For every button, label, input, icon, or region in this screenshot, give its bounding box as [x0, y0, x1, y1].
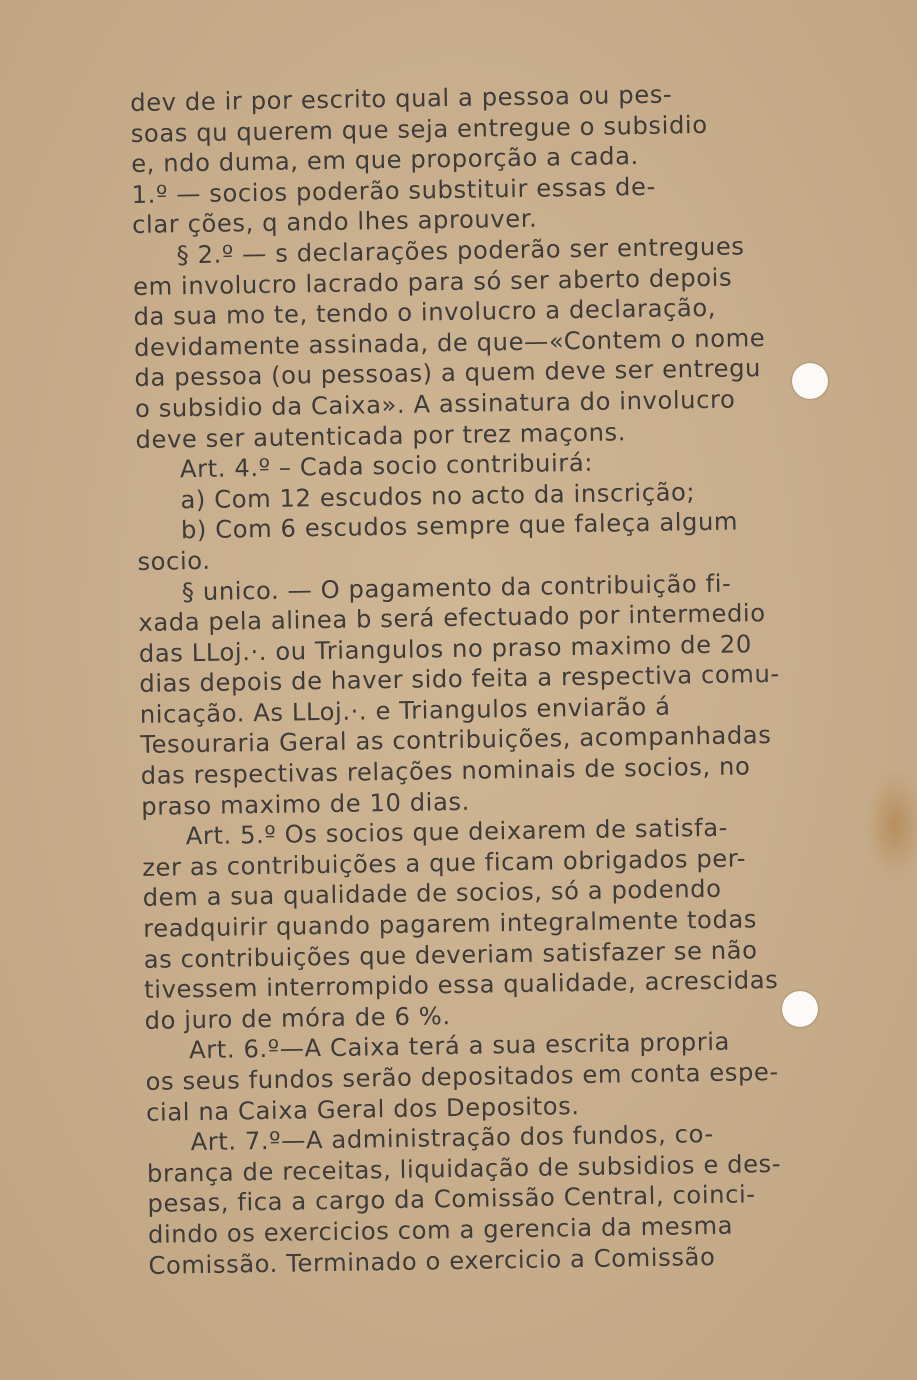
- text-line: soas qu querem que seja entregue o subsidio: [130, 110, 708, 148]
- text-line: cial na Caixa Geral dos Depositos.: [145, 1091, 580, 1127]
- text-line: Art. 4.º – Cada socio contribuirá:: [179, 448, 594, 484]
- document-text: [130, 78, 809, 1281]
- text-line: das respectivas relações nominais de socios, no: [140, 752, 751, 790]
- text-line: dem a sua qualidade de socios, só a podendo: [142, 875, 722, 913]
- text-line: dindo os exercicios com a gerencia da mesma: [147, 1211, 734, 1249]
- text-line: as contribuições que deveriam satisfazer se não: [143, 935, 758, 974]
- text-line: Comissão. Terminado o exercicio a Comissão: [148, 1242, 716, 1280]
- text-line: § unico. — O pagamento da contribuição fi-: [181, 569, 732, 606]
- text-line: Art. 5.º Os socios que deixarem de satisfa-: [185, 813, 729, 851]
- text-line: tivessem interrompido essa qualidade, acrescidas: [143, 966, 779, 1005]
- text-line: clar ções, q ando lhes aprouver.: [131, 204, 538, 240]
- text-line: socio.: [137, 546, 211, 576]
- text-line: 1.º — socios poderão substituir essas de-: [131, 172, 657, 209]
- text-line: dev de ir por escrito qual a pessoa ou pes-: [130, 80, 673, 117]
- text-line: readquirir quando pagarem integralmente todas: [142, 905, 758, 943]
- text-line: praso maximo de 10 dias.: [141, 787, 471, 821]
- text-line: em involucro lacrado para só ser aberto depois: [132, 263, 733, 301]
- text-line: Tesouraria Geral as contribuições, acompanhadas: [140, 721, 772, 760]
- text-line: xada pela alinea b será efectuado por intermedio: [138, 599, 766, 638]
- paper-stain: [865, 770, 917, 880]
- text-line: deve ser autenticada por trez maçons.: [135, 417, 627, 454]
- text-line: e, ndo duma, em que proporção a cada.: [130, 142, 640, 179]
- text-line: § 2.º — s declarações poderão ser entregues: [176, 232, 745, 270]
- text-line: das LLoj.·. ou Triangulos no praso maximo de 20: [138, 629, 753, 668]
- text-line: Art. 6.º—A Caixa terá a sua escrita propria: [188, 1028, 731, 1065]
- punch-hole: [782, 991, 818, 1027]
- text-line: dias depois de haver sido feita a respectiva comu-: [139, 660, 780, 699]
- text-line: do juro de móra de 6 %.: [144, 1001, 451, 1035]
- text-line: devidamente assinada, de que—«Contem o nome: [133, 323, 766, 362]
- text-line: b) Com 6 escudos sempre que faleça algum: [180, 507, 739, 545]
- text-line: da pessoa (ou pessoas) a quem deve ser entregu: [134, 354, 762, 393]
- text-line: zer as contribuições a que ficam obrigados per-: [142, 844, 747, 882]
- text-line: nicação. As LLoj.·. e Triangulos enviarão á: [139, 692, 671, 729]
- text-line: Art. 7.º—A administração dos fundos, co-: [190, 1120, 714, 1157]
- text-line: da sua mo te, tendo o involucro a declaração,: [133, 293, 717, 332]
- text-line: o subsidio da Caixa». A assinatura do involucro: [134, 385, 736, 423]
- punch-hole: [792, 363, 828, 399]
- text-line: os seus fundos serão depositados em conta espe-: [145, 1057, 779, 1096]
- text-line: a) Com 12 escudos no acto da inscrição;: [180, 477, 696, 514]
- text-line: brança de receitas, liquidação de subsidios e des-: [146, 1149, 782, 1188]
- text-line: pesas, fica a cargo da Comissão Central, coinci-: [147, 1180, 756, 1219]
